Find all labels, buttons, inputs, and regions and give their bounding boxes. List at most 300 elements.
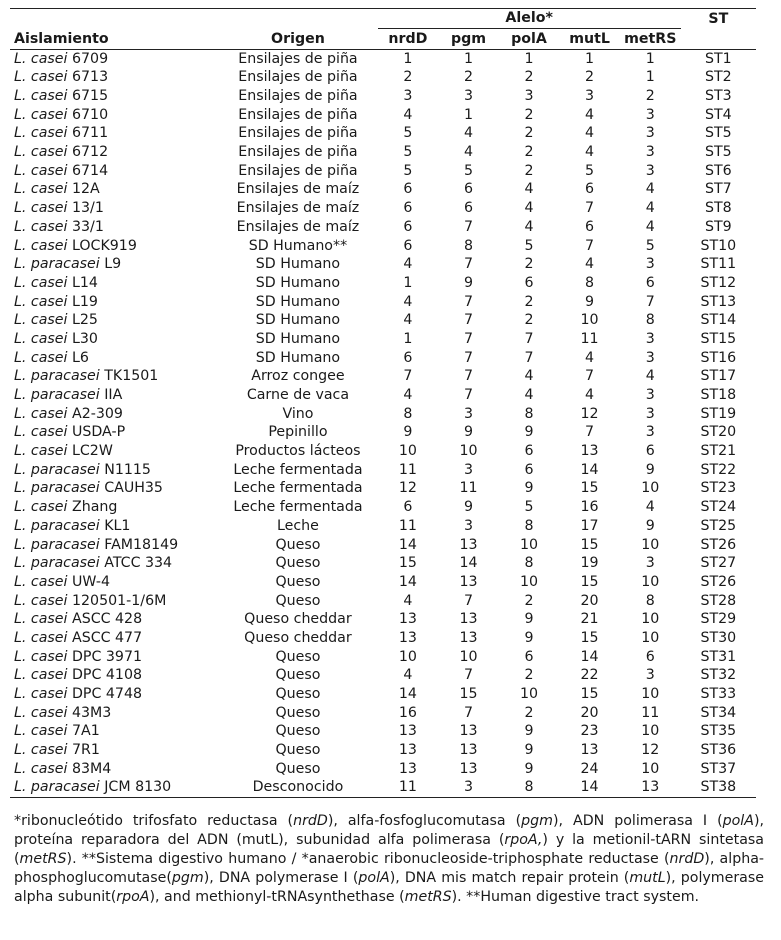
header-origin-spacer <box>218 9 377 29</box>
table-row <box>10 180 756 199</box>
allele-pgm-cell: 13 <box>459 760 478 777</box>
species-name: L. casei <box>14 611 68 628</box>
strain-name: JCM 8130 <box>99 779 172 796</box>
allele-nrdD-cell: 6 <box>403 349 413 366</box>
allele-nrdD-cell: 10 <box>398 443 417 460</box>
isolate-cell <box>10 573 218 592</box>
footnote-segment: ), alpha-phosphoglucomutase( <box>14 851 765 886</box>
table-row <box>10 760 756 779</box>
isolate-cell <box>10 124 218 143</box>
allele-nrdD-cell: 1 <box>403 50 413 67</box>
table-row <box>10 666 756 685</box>
origin-cell: Ensilajes de piña <box>238 69 358 86</box>
strain-name: TK1501 <box>99 368 159 385</box>
allele-pgm-cell: 1 <box>463 50 473 67</box>
table-row <box>10 461 756 480</box>
allele-nrdD-cell: 14 <box>398 536 417 553</box>
st-cell: ST34 <box>700 704 737 721</box>
strain-name: 6712 <box>67 144 109 161</box>
strain-name: ASCC 477 <box>67 629 143 646</box>
allele-pgm-cell: 7 <box>463 667 473 684</box>
table-row <box>10 106 756 125</box>
st-cell: ST25 <box>700 517 737 534</box>
allele-pgm-cell: 7 <box>463 218 473 235</box>
species-name: L. casei <box>14 573 68 590</box>
species-name: L. casei <box>14 405 68 422</box>
origin-cell: Queso <box>275 742 321 759</box>
origin-cell: Ensilajes de piña <box>238 144 358 161</box>
allele-mutL-cell: 23 <box>580 723 599 740</box>
species-name: L. paracasei <box>14 536 100 553</box>
allele-metRS-cell: 3 <box>645 555 655 572</box>
isolate-cell <box>10 367 218 386</box>
strain-name: KL1 <box>99 517 131 534</box>
species-name: L. paracasei <box>14 555 100 572</box>
isolate-cell <box>10 405 218 424</box>
footnote-segment: ), polymerase alpha subunit( <box>14 870 764 905</box>
footnote-segment: pgm <box>521 813 553 829</box>
species-name: L. paracasei <box>14 779 100 796</box>
footnote <box>14 812 764 907</box>
st-cell: ST5 <box>705 125 732 142</box>
allele-nrdD-cell: 4 <box>403 256 413 273</box>
isolate-cell <box>10 666 218 685</box>
origin-cell: Leche fermentada <box>233 461 363 478</box>
species-name: L. casei <box>14 592 68 609</box>
allele-polA-cell: 2 <box>524 256 534 273</box>
strain-name: DPC 4108 <box>67 667 142 684</box>
table-row <box>10 255 756 274</box>
allele-nrdD-cell: 10 <box>398 648 417 665</box>
allele-polA-cell: 2 <box>524 592 534 609</box>
allele-metRS-cell: 2 <box>645 88 655 105</box>
allele-polA-cell: 6 <box>524 648 534 665</box>
allele-pgm-cell: 7 <box>463 330 473 347</box>
strain-name: 6715 <box>67 88 109 105</box>
allele-metRS-cell: 9 <box>645 517 655 534</box>
allele-pgm-cell: 7 <box>463 592 473 609</box>
allele-mutL-cell: 8 <box>585 274 595 291</box>
allele-metRS-cell: 4 <box>645 368 655 385</box>
st-cell: ST24 <box>700 499 737 516</box>
table-row <box>10 722 756 741</box>
strain-name: L19 <box>67 293 98 310</box>
st-cell: ST37 <box>700 760 737 777</box>
allele-nrdD-cell: 4 <box>403 592 413 609</box>
strain-name: DPC 4748 <box>67 686 142 703</box>
origin-cell: Queso cheddar <box>244 629 352 646</box>
isolate-cell <box>10 442 218 461</box>
st-cell: ST36 <box>700 742 737 759</box>
allele-metRS-cell: 10 <box>641 723 660 740</box>
allele-metRS-cell: 6 <box>645 443 655 460</box>
species-name: L. casei <box>14 274 68 291</box>
st-cell: ST31 <box>700 648 737 665</box>
allele-nrdD-cell: 3 <box>403 88 413 105</box>
allele-pgm-cell: 15 <box>459 686 478 703</box>
isolate-cell <box>10 106 218 125</box>
allele-metRS-cell: 10 <box>641 611 660 628</box>
footnote-segment: metRS <box>19 851 67 867</box>
allele-metRS-cell: 10 <box>641 573 660 590</box>
allele-pgm-cell: 1 <box>463 106 473 123</box>
origin-cell: Queso <box>275 555 321 572</box>
allele-metRS-cell: 10 <box>641 536 660 553</box>
st-cell: ST38 <box>681 778 756 797</box>
origin-cell: Queso <box>275 760 321 777</box>
st-cell: ST5 <box>705 144 732 161</box>
st-cell: ST32 <box>700 667 737 684</box>
allele-pgm-cell: 13 <box>459 723 478 740</box>
isolate-cell <box>10 554 218 573</box>
table-row <box>10 311 756 330</box>
allele-polA-cell: 2 <box>524 667 534 684</box>
allele-nrdD-cell: 8 <box>403 405 413 422</box>
allele-nrdD-cell: 1 <box>403 274 413 291</box>
species-name: L. casei <box>14 125 68 142</box>
table-row <box>10 87 756 106</box>
isolate-cell <box>10 592 218 611</box>
allele-mutL-cell: 4 <box>585 256 595 273</box>
allele-metRS-cell: 3 <box>645 424 655 441</box>
allele-pgm-cell: 10 <box>459 443 478 460</box>
allele-mutL-cell: 15 <box>580 480 599 497</box>
strain-name: Zhang <box>67 499 118 516</box>
isolate-cell <box>10 685 218 704</box>
allele-metRS-cell: 10 <box>641 480 660 497</box>
isolate-cell <box>10 517 218 536</box>
st-cell: ST10 <box>700 237 737 254</box>
species-name: L. casei <box>14 349 68 366</box>
origin-cell: Desconocido <box>218 778 377 797</box>
allele-polA-cell: 9 <box>524 611 534 628</box>
allele-nrdD-cell: 5 <box>403 144 413 161</box>
table-row <box>10 293 756 312</box>
allele-mutL-cell: 21 <box>580 611 599 628</box>
st-cell: ST3 <box>705 88 732 105</box>
allele-pgm-cell: 3 <box>463 517 473 534</box>
isolate-cell <box>10 49 218 68</box>
allele-polA-cell: 9 <box>524 742 534 759</box>
allele-mutL-cell: 13 <box>580 443 599 460</box>
allele-metRS-cell: 8 <box>645 592 655 609</box>
st-cell: ST30 <box>700 629 737 646</box>
strain-name: 6709 <box>67 50 109 67</box>
table-row <box>10 143 756 162</box>
species-name: L. casei <box>14 69 68 86</box>
origin-cell: SD Humano <box>255 256 341 273</box>
isolate-cell <box>10 274 218 293</box>
strain-name: A2-309 <box>67 405 123 422</box>
species-name: L. paracasei <box>14 387 100 404</box>
st-cell: ST8 <box>705 200 732 217</box>
species-name: L. paracasei <box>14 480 100 497</box>
allele-metRS-cell: 6 <box>645 648 655 665</box>
origin-cell: Queso <box>275 592 321 609</box>
origin-cell: Queso <box>275 704 321 721</box>
allele-polA-cell: 2 <box>524 293 534 310</box>
allele-mutL-cell: 22 <box>580 667 599 684</box>
allele-pgm-cell: 13 <box>459 611 478 628</box>
origin-cell: SD Humano <box>255 349 341 366</box>
strain-name: UW-4 <box>67 573 110 590</box>
strain-name: L30 <box>67 330 98 347</box>
allele-mutL-cell: 20 <box>580 704 599 721</box>
st-cell: ST6 <box>705 162 732 179</box>
allele-pgm-cell: 9 <box>463 499 473 516</box>
allele-metRS-cell: 12 <box>641 742 660 759</box>
allele-pgm-cell: 6 <box>463 200 473 217</box>
table-row <box>10 236 756 255</box>
origin-cell: Ensilajes de piña <box>238 125 358 142</box>
origin-cell: Ensilajes de piña <box>238 88 358 105</box>
allele-mutL-cell: 16 <box>580 499 599 516</box>
species-name: L. casei <box>14 686 68 703</box>
st-cell: ST29 <box>700 611 737 628</box>
allele-polA-cell: 9 <box>524 629 534 646</box>
origin-cell: Productos lácteos <box>235 443 361 460</box>
allele-metRS-cell: 3 <box>645 349 655 366</box>
isolate-cell <box>10 760 218 779</box>
allele-polA-cell: 2 <box>524 69 534 86</box>
st-cell: ST26 <box>700 573 737 590</box>
origin-cell: Queso <box>275 686 321 703</box>
allele-metRS-cell: 3 <box>645 106 655 123</box>
allele-polA-cell: 5 <box>524 237 534 254</box>
header-st-spacer <box>681 28 756 49</box>
origin-cell: Ensilajes de maíz <box>236 218 360 235</box>
species-name: L. casei <box>14 330 68 347</box>
isolate-cell <box>10 778 218 797</box>
allele-nrdD-cell: 5 <box>403 125 413 142</box>
allele-pgm-cell: 7 <box>463 293 473 310</box>
allele-pgm-cell: 4 <box>463 125 473 142</box>
allele-mutL-cell: 15 <box>580 573 599 590</box>
origin-cell: SD Humano <box>255 293 341 310</box>
table-row <box>10 442 756 461</box>
allele-metRS-cell: 5 <box>645 237 655 254</box>
footnote-segment: ), proteína reparadora del ADN (mutL), subunidad alfa polimerasa ( <box>14 813 765 848</box>
species-name: L. paracasei <box>14 461 100 478</box>
isolate-cell <box>10 386 218 405</box>
allele-polA-cell: 4 <box>524 181 534 198</box>
allele-mutL-cell: 2 <box>585 69 595 86</box>
species-name: L. casei <box>14 181 68 198</box>
allele-pgm-cell: 9 <box>463 424 473 441</box>
allele-metRS-cell: 3 <box>645 144 655 161</box>
isolate-cell <box>10 199 218 218</box>
table-row <box>10 68 756 87</box>
st-cell: ST15 <box>700 330 737 347</box>
allele-pgm-cell: 13 <box>459 742 478 759</box>
strain-name: 83M4 <box>67 760 112 777</box>
species-name: L. casei <box>14 88 68 105</box>
allele-mutL-cell: 10 <box>580 312 599 329</box>
allele-metRS-cell: 6 <box>645 274 655 291</box>
allele-nrdD-cell: 1 <box>403 330 413 347</box>
allele-metRS-cell: 4 <box>645 218 655 235</box>
allele-polA-cell: 6 <box>524 443 534 460</box>
origin-cell: Queso cheddar <box>244 611 352 628</box>
footnote-text <box>14 812 764 907</box>
strain-name: ASCC 428 <box>67 611 143 628</box>
allele-pgm-cell: 6 <box>463 181 473 198</box>
footnote-segment: pgm <box>171 870 204 886</box>
isolate-cell <box>10 68 218 87</box>
table-row <box>10 124 756 143</box>
species-name: L. casei <box>14 50 68 67</box>
table-row <box>10 573 756 592</box>
allele-mutL-cell: 11 <box>580 330 599 347</box>
st-cell: ST7 <box>705 181 732 198</box>
isolate-cell <box>10 255 218 274</box>
footnote-segment: nrdD <box>669 851 705 867</box>
st-cell: ST18 <box>700 387 737 404</box>
strain-name: 12A <box>67 181 100 198</box>
origin-cell: Queso <box>275 723 321 740</box>
allele-metRS-cell: 1 <box>645 50 655 67</box>
strain-name: 6711 <box>67 125 109 142</box>
origin-cell: Queso <box>275 536 321 553</box>
allele-nrdD-cell: 13 <box>398 723 417 740</box>
allele-nrdD-cell: 7 <box>403 368 413 385</box>
allele-mutL-cell: 13 <box>580 742 599 759</box>
allele-pgm-cell: 14 <box>459 555 478 572</box>
allele-pgm-cell: 4 <box>463 144 473 161</box>
table-row <box>10 629 756 648</box>
allele-nrdD-cell: 11 <box>398 517 417 534</box>
allele-nrdD-cell: 13 <box>398 629 417 646</box>
origin-cell: Ensilajes de piña <box>238 162 358 179</box>
origin-cell: SD Humano <box>255 330 341 347</box>
st-cell: ST1 <box>705 50 732 67</box>
allele-metRS-cell: 3 <box>645 387 655 404</box>
allele-nrdD-cell: 13 <box>398 742 417 759</box>
footnote-segment: *anaerobic ribonucleoside-triphosphate reductase ( <box>301 851 670 867</box>
species-name: L. casei <box>14 667 68 684</box>
allele-pgm-cell: 3 <box>463 405 473 422</box>
allele-mutL-cell: 15 <box>580 536 599 553</box>
st-cell: ST12 <box>700 274 737 291</box>
footnote-segment: ) y la metionil-tARN sintetasa ( <box>14 832 764 867</box>
allele-metRS-cell: 4 <box>645 181 655 198</box>
species-name: L. casei <box>14 293 68 310</box>
table-row <box>10 423 756 442</box>
isolate-cell <box>10 535 218 554</box>
allele-metRS-cell: 13 <box>620 778 681 797</box>
footnote-segment: *ribonucleótido trifosfato reductasa ( <box>14 813 294 829</box>
allele-mutL-cell: 4 <box>585 106 595 123</box>
origin-cell: Leche fermentada <box>233 499 363 516</box>
allele-pgm-cell: 7 <box>463 256 473 273</box>
allele-nrdD-cell: 12 <box>398 480 417 497</box>
allele-metRS-cell: 9 <box>645 461 655 478</box>
st-cell: ST26 <box>700 536 737 553</box>
allele-mutL-cell: 1 <box>585 50 595 67</box>
allele-nrdD-cell: 9 <box>403 424 413 441</box>
allele-polA-cell: 2 <box>524 312 534 329</box>
species-name: L. casei <box>14 106 68 123</box>
header-gene-metRS: metRS <box>620 28 681 49</box>
allele-pgm-cell: 13 <box>459 629 478 646</box>
isolate-cell <box>10 704 218 723</box>
allele-nrdD-cell: 4 <box>403 312 413 329</box>
footnote-segment: ), ADN polimerasa I ( <box>552 813 723 829</box>
strain-name: L6 <box>67 349 89 366</box>
origin-cell: Ensilajes de piña <box>238 50 358 67</box>
header-origin: Origen <box>218 28 377 49</box>
footnote-segment: metRS <box>404 889 452 905</box>
isolate-cell <box>10 87 218 106</box>
allele-metRS-cell: 8 <box>645 312 655 329</box>
isolate-cell <box>10 349 218 368</box>
species-name: L. paracasei <box>14 517 100 534</box>
footnote-segment: rpoA, <box>504 832 543 848</box>
isolate-cell <box>10 629 218 648</box>
st-cell: ST14 <box>700 312 737 329</box>
table-row <box>10 274 756 293</box>
allele-polA-cell: 10 <box>519 686 539 703</box>
allele-pgm-cell: 3 <box>438 778 499 797</box>
allele-pgm-cell: 13 <box>459 573 478 590</box>
strain-name: 120501-1/6M <box>67 592 167 609</box>
origin-cell: Ensilajes de piña <box>238 106 358 123</box>
allele-metRS-cell: 3 <box>645 330 655 347</box>
allele-nrdD-cell: 16 <box>398 704 417 721</box>
species-name: L. casei <box>14 312 68 329</box>
allele-nrdD-cell: 11 <box>378 778 439 797</box>
isolate-cell <box>10 162 218 181</box>
table-row <box>10 162 756 181</box>
footnote-segment: ), DNA polymerase I ( <box>203 870 359 886</box>
table-row <box>10 405 756 424</box>
allele-nrdD-cell: 4 <box>403 667 413 684</box>
allele-polA-cell: 8 <box>524 555 534 572</box>
strain-name: DPC 3971 <box>67 648 142 665</box>
allele-mutL-cell: 24 <box>580 760 599 777</box>
species-name: L. casei <box>14 424 68 441</box>
allele-mutL-cell: 5 <box>585 162 595 179</box>
allele-nrdD-cell: 2 <box>403 69 413 86</box>
table-row <box>10 778 756 797</box>
allele-nrdD-cell: 6 <box>403 499 413 516</box>
allele-pgm-cell: 8 <box>463 237 473 254</box>
footnote-segment: ), alfa-fosfoglucomutasa ( <box>327 813 522 829</box>
species-name: L. casei <box>14 443 68 460</box>
strain-name: 6713 <box>67 69 109 86</box>
isolate-cell <box>10 423 218 442</box>
allele-polA-cell: 1 <box>524 50 534 67</box>
allele-mutL-cell: 9 <box>585 293 595 310</box>
isolate-cell <box>10 722 218 741</box>
allele-metRS-cell: 3 <box>645 125 655 142</box>
st-cell: ST17 <box>700 368 737 385</box>
footnote-segment: mutL <box>629 870 666 886</box>
allele-mutL-cell: 14 <box>580 461 599 478</box>
species-name: L. casei <box>14 144 68 161</box>
table-row <box>10 741 756 760</box>
allele-nrdD-cell: 5 <box>403 162 413 179</box>
allele-polA-cell: 7 <box>524 330 534 347</box>
species-name: L. casei <box>14 237 68 254</box>
strain-name: 43M3 <box>67 704 112 721</box>
origin-cell: Leche fermentada <box>233 480 363 497</box>
allele-polA-cell: 4 <box>524 368 534 385</box>
origin-cell: Ensilajes de maíz <box>236 181 360 198</box>
table-row <box>10 685 756 704</box>
allele-metRS-cell: 1 <box>645 69 655 86</box>
strain-name: N1115 <box>99 461 151 478</box>
